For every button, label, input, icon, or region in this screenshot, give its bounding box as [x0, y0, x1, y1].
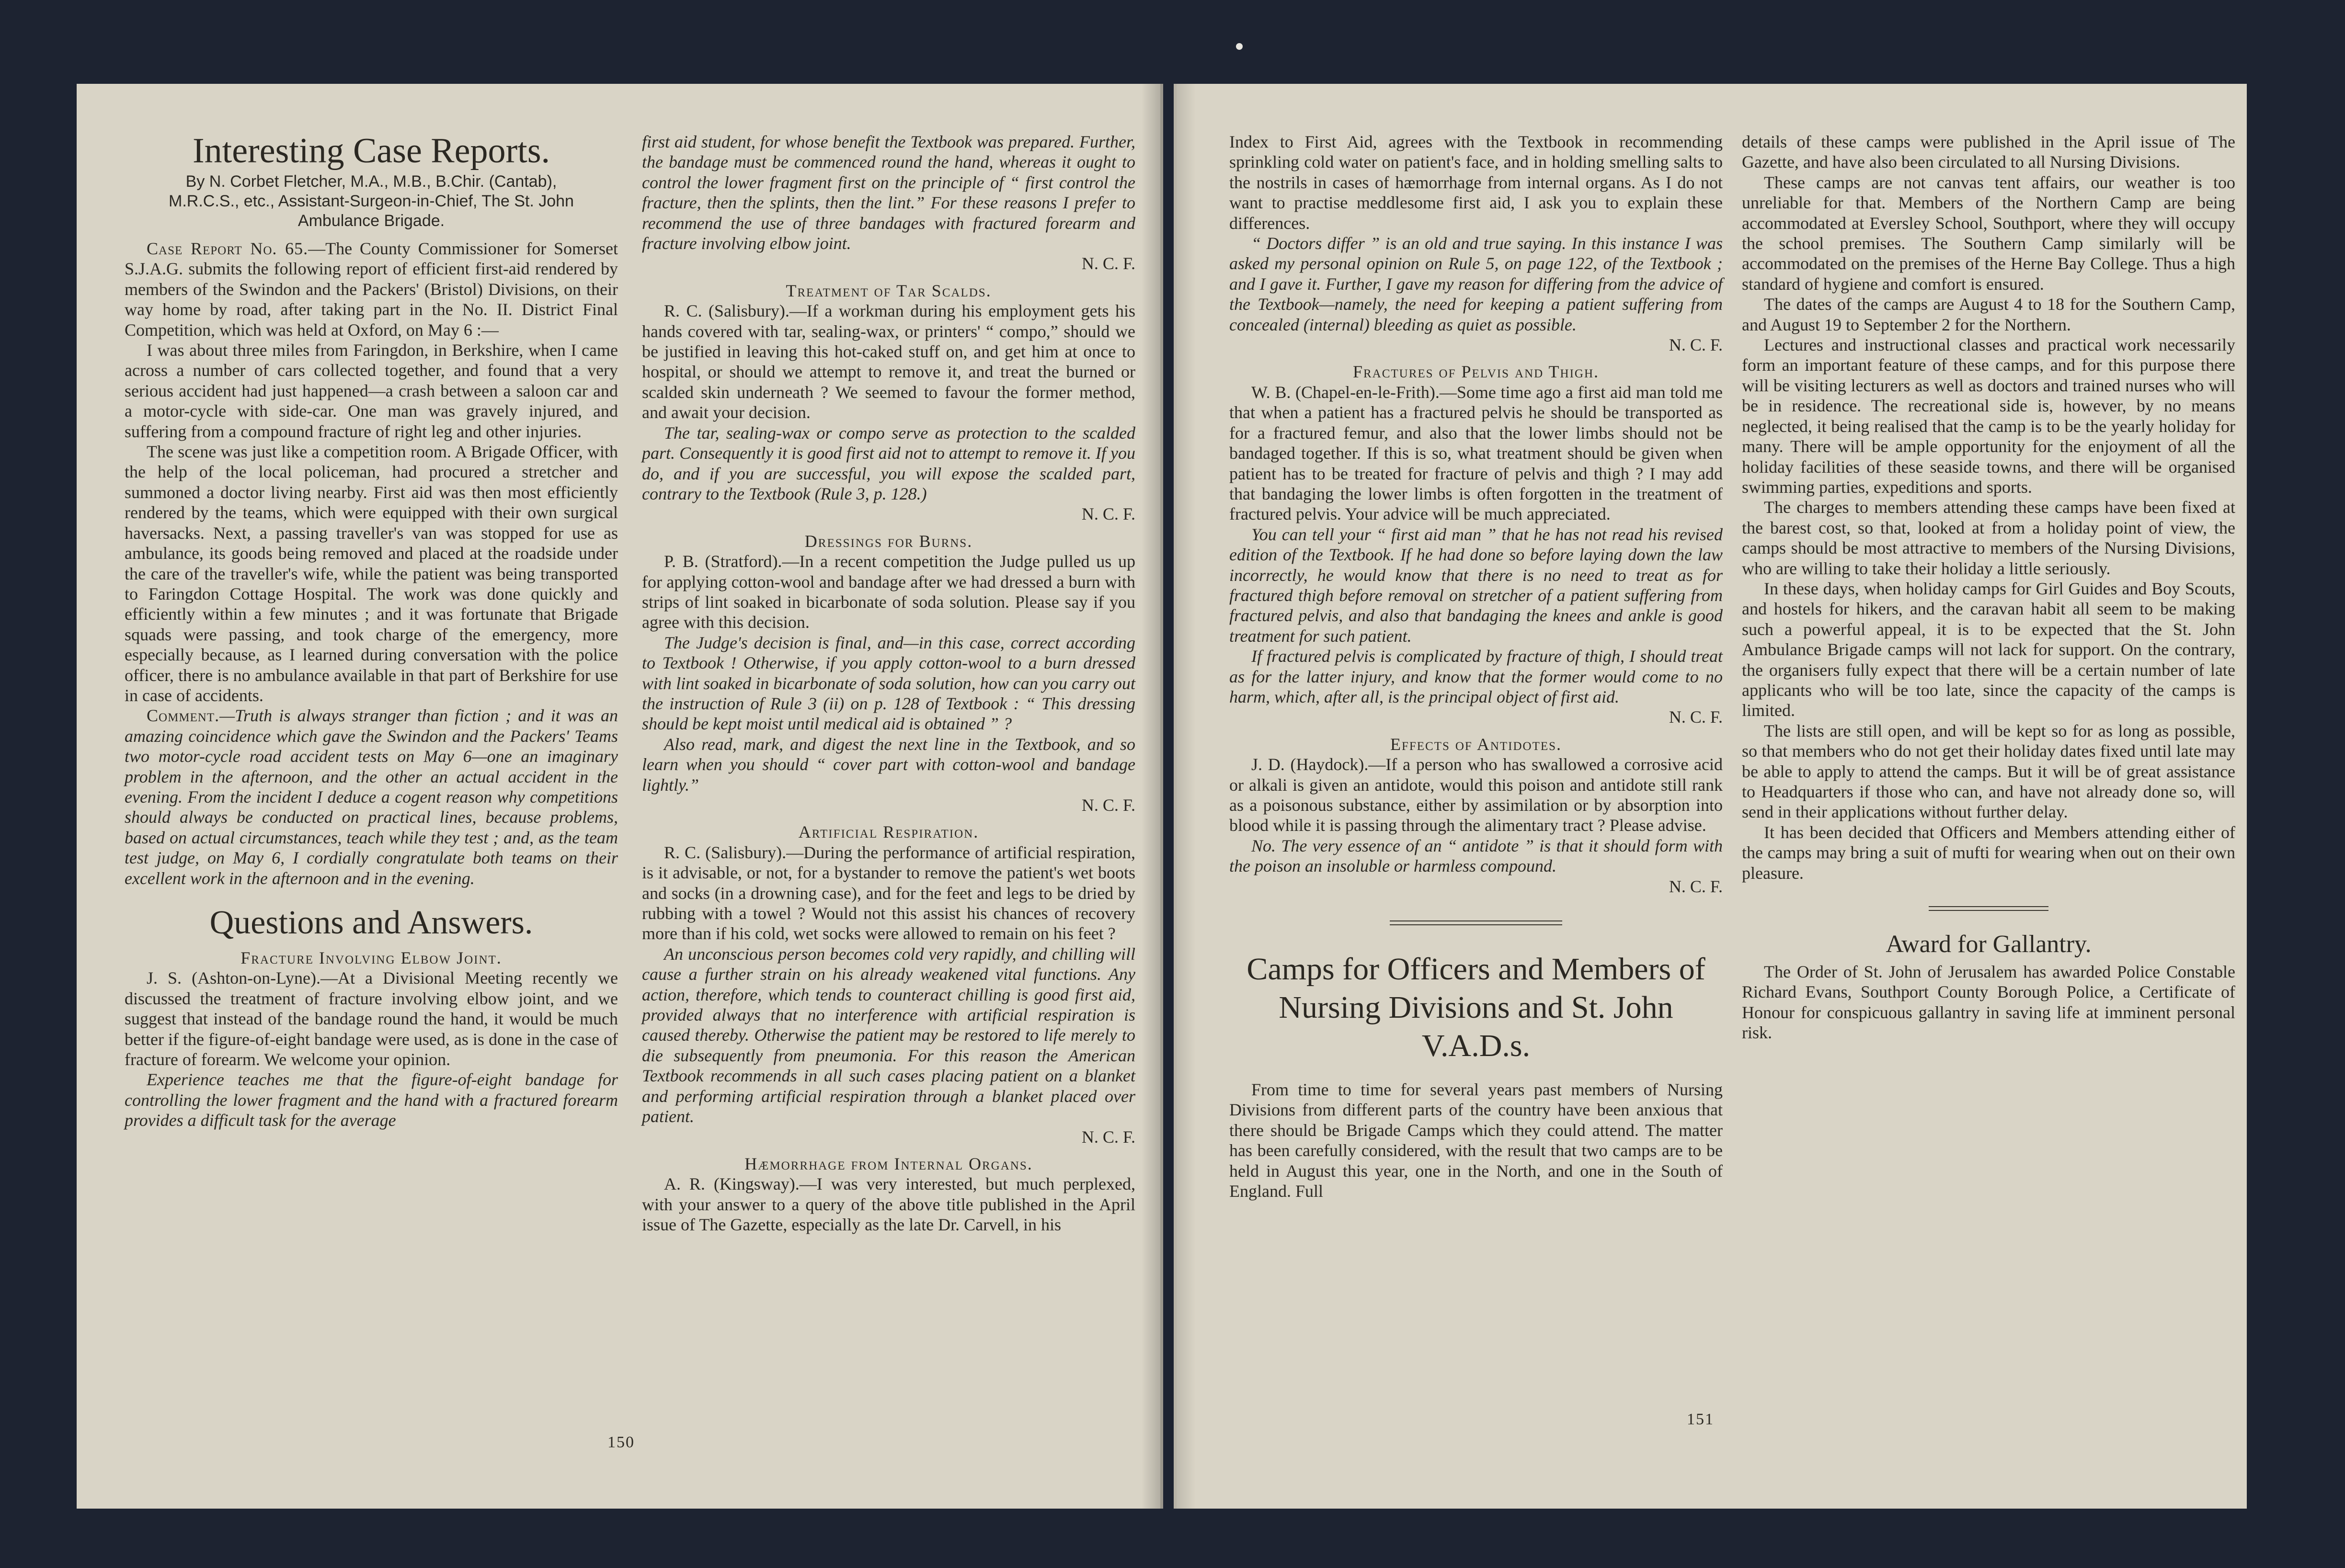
- comment: Comment.—Truth is always stranger than fiction ; and it was an amazing coincidence which gave the Swindon and the Packers' Teams two motor-cycle road accident tests on May 6—one an imaginary problem in the afternoon, and the other an actual accident in the evening. From the incident I deduce a cogent reason why competitions should always be conducted on practical lines, because problems, based on actual circumstances, teach while they test ; and, as the team test judge, on May 6, I cordially congratulate both teams on their excellent work in the afternoon and in the evening.: [125, 706, 618, 888]
- question-heading: Treatment of Tar Scalds.: [786, 281, 992, 300]
- question: R. C. (Salisbury).—During the performance of artificial respiration, is it advisable, or not, for a bystander to remove the patient's wet boots and socks (in a drowning case), and for the feet and legs to be dried by rubbing with a towel ? Would not this assist his chances of recovery more than if his cold, wet socks were allowed to remain on his feet ?: [642, 842, 1135, 943]
- answer: No. The very essence of an “ antidote ” is that it should form with the poison an insoluble or harmless compound.: [1229, 836, 1723, 876]
- question: A. R. (Kingsway).—I was very interested, but much perplexed, with your answer to a query of the above title published in the April issue of The Gazette, especially as the late Dr. Carvell, in his: [642, 1174, 1135, 1235]
- answer: The Judge's decision is final, and—in this case, correct according to Textbook ! Otherwise, if you apply cotton-wool to a burn dressed with lint soaked in bicarbonate of soda solution, how can you carry out the instruction of Rule 3 (ii) on p. 128 of Textbook : “ This dressing should be kept moist until medical aid is obtained ” ?: [642, 633, 1135, 734]
- paragraph: From time to time for several years past members of Nursing Divisions from different parts of the country have been anxious that there should be Brigade Camps which they could attend. The matter has been carefully considered, with the result that two camps are to be held in August this year, one in the North, and one in the South of England. Full: [1229, 1080, 1723, 1201]
- question-heading: Fracture Involving Elbow Joint.: [240, 948, 502, 967]
- paragraph: The lists are still open, and will be kept so for as long as possible, so that members who do not get their holiday dates fixed until late may be able to apply to attend the camps. But it will be of great assistance to Headquarters if those who can, and have not already done so, will send in their applications without further delay.: [1742, 721, 2235, 822]
- paragraph: The charges to members attending these camps have been fixed at the barest cost, so that, looked at from a holiday point of view, the camps should be most attractive to members of the Nursing Divisions, who are willing to take their holiday a little seriously.: [1742, 498, 2235, 578]
- signature: N. C. F.: [1081, 254, 1135, 273]
- paragraph: I was about three miles from Faringdon, in Berkshire, when I came across a number of cars collected together, and found that a very serious accident had just happened—a crash between a saloon car and a motor-cycle with side-car. One man was gravely injured, and suffering from a compound fracture of right leg and other injuries.: [125, 341, 618, 441]
- question-heading: Hæmorrhage from Internal Organs.: [744, 1154, 1033, 1173]
- question: J. D. (Haydock).—If a person who has swallowed a corrosive acid or alkali is given an antidote, would this poison and antidote still rank as a poisonous substance, either by assimilation or by absorption into blood while it is passing through the alimentary tract ? Please advise.: [1229, 755, 1723, 835]
- paragraph: details of these camps were published in the April issue of The Gazette, and have also been circulated to all Nursing Divisions.: [1742, 132, 2235, 172]
- question-heading: Fractures of Pelvis and Thigh.: [1352, 362, 1600, 382]
- gutter-shadow: [1141, 84, 1160, 1509]
- question-heading: Effects of Antidotes.: [1390, 734, 1562, 754]
- answer: Experience teaches me that the figure-of-eight bandage for controlling the lower fragment and the hand with a fractured forearm provides a difficult task for the average: [125, 1070, 618, 1130]
- paragraph: In these days, when holiday camps for Girl Guides and Boy Scouts, and hostels for hikers, and the caravan habit all seem to be making such a powerful appeal, it is to be expected that the St. John Ambulance Brigade camps will not lack for support. On the contrary, the organisers fully expect that there will be a certain number of late applicants who will be too late, since the capacity of the camps is limited.: [1742, 579, 2235, 720]
- signature: N. C. F.: [1669, 876, 1723, 896]
- answer: If fractured pelvis is complicated by fracture of thigh, I should treat as for the latter injury, and know that the former would come to no harm, which, after all, is the principal object of first aid.: [1229, 647, 1723, 706]
- right-page: [1174, 84, 2247, 1509]
- question: Index to First Aid, agrees with the Textbook in recommending sprinkling cold water on patient's face, and in holding smelling salts to the nostrils in cases of hæmorrhage from internal organs. As I do not want to practise meddlesome first aid, I ask you to explain these differences.: [1229, 132, 1723, 233]
- signature: N. C. F.: [1081, 1127, 1135, 1147]
- section-divider: [1390, 920, 1562, 925]
- article-title: Camps for Officers and Members of Nursing Divisions and St. John V.A.D.s.: [1247, 952, 1705, 1064]
- answer: An unconscious person becomes cold very rapidly, and chilling will cause a further strain on his already weakened vital functions. Any action, therefore, which tends to counteract chilling is good first aid, provided always that no interference with artificial respiration is caused thereby. Otherwise the patient may be restored to life merely to die subsequently from pneumonia. For this reason the American Textbook recommends in all such cases placing patient on a blanket and performing artificial respiration through a blanket placed over patient.: [642, 944, 1135, 1126]
- gutter-shadow: [1177, 84, 1196, 1509]
- right-column-2: [1742, 132, 2235, 1043]
- paragraph: The dates of the camps are August 4 to 18 for the Southern Camp, and August 19 to September 2 for the Northern.: [1742, 295, 2235, 334]
- paragraph: Lectures and instructional classes and practical work necessarily form an important feature of these camps, and for this purpose there will be visiting lecturers as well as doctors and trained nurses who will be in residence. The recreational side is, however, by no means neglected, it being realised that the camp is to be the yearly holiday for many. There will be ample opportunity for the enjoyment of all the holiday facilities of these seaside towns, and there will be organised swimming parties, expeditions and sports.: [1742, 335, 2235, 497]
- left-column-2: [642, 132, 1135, 1235]
- byline: M.R.C.S., etc., Assistant-Surgeon-in-Chief, The St. John: [169, 192, 574, 210]
- signature: N. C. F.: [1081, 504, 1135, 524]
- paragraph: It has been decided that Officers and Members attending either of the camps may bring a suit of mufti for wearing when out on their own pleasure.: [1742, 822, 2235, 883]
- left-column-1: [125, 132, 618, 1131]
- right-column-1: [1229, 132, 1723, 1201]
- answer: “ Doctors differ ” is an old and true saying. In this instance I was asked my personal opinion on Rule 5, on page 122, of the Textbook ; and I gave it. Further, I gave my reason for differing from the advice of the Textbook—namely, the need for keeping a patient suffering from concealed (internal) bleeding as quiet as possible.: [1229, 234, 1723, 334]
- paragraph: The scene was just like a competition room. A Brigade Officer, with the help of the local policeman, had procured a stretcher and summoned a doctor living nearby. First aid was then most efficiently rendered by the teams, which were equipped with their own surgical haversacks. Next, a passing traveller's van was stopped for use as ambulance, its goods being removed and placed at the roadside under the care of the traveller's wife, while the patient was being transported to Faringdon Cottage Hospital. The work was done quickly and efficiently within a few minutes ; and it was fortunate that Brigade squads were passing, and took charge of the emergency, more especially because, as I learned during conversation with the police officer, there is no ambulance available in that part of Berkshire for use in case of accidents.: [125, 442, 618, 705]
- case-report: Case Report No. 65.—The County Commissioner for Somerset S.J.A.G. submits the following report of efficient first-aid rendered by members of the Swindon and the Packers' (Bristol) Divisions, on their way home by road, after taking part in the No. II. District Final Competition, which was held at Oxford, on May 6 :—: [125, 239, 618, 340]
- question: P. B. (Stratford).—In a recent competition the Judge pulled us up for applying cotton-wool and bandage after we had dressed a burn with strips of lint soaked in bicarbonate of soda solution. Please say if you agree with this decision.: [642, 552, 1135, 632]
- paragraph: These camps are not canvas tent affairs, our weather is too unreliable for that. Members of the Northern Camp are being accommodated at Eversley School, Southport, where they will occupy the school premises. The Southern Camp similarly will be accommodated on the premises of the Herne Bay College. Thus a high standard of hygiene and comfort is ensured.: [1742, 172, 2235, 294]
- byline: By N. Corbet Fletcher, M.A., M.B., B.Chir. (Cantab),: [185, 172, 557, 191]
- question-heading: Artificial Respiration.: [798, 822, 979, 842]
- section-divider: [1929, 906, 2048, 911]
- page-number: 151: [1687, 1410, 1714, 1428]
- signature: N. C. F.: [1669, 335, 1723, 355]
- section-title: Questions and Answers.: [209, 904, 533, 941]
- question: J. S. (Ashton-on-Lyne).—At a Divisional Meeting recently we discussed the treatment of fracture involving elbow joint, and we suggest that instead of the bandage round the hand, it would be much better if the figure-of-eight bandage were used, as is done in the case of fracture of forearm. We welcome your opinion.: [125, 968, 618, 1069]
- question: W. B. (Chapel-en-le-Frith).—Some time ago a first aid man told me that when a patient has a fractured pelvis he should be transported as for a fractured femur, and also that the lower limbs should not be bandaged together. If this is so, what treatment should be given when patient has to be treated for fracture of pelvis and thigh ? I may add that bandaging the lower limbs is often forgotten in the treatment of fractured pelvis. Your advice will be much appreciated.: [1229, 382, 1723, 524]
- answer: The tar, sealing-wax or compo serve as protection to the scalded part. Consequently it is good first aid not to attempt to remove it. If you do, and if you are successful, you will expose the scalded part, contrary to the Textbook (Rule 3, p. 128.): [642, 423, 1135, 503]
- signature: N. C. F.: [1081, 795, 1135, 815]
- answer: You can tell your “ first aid man ” that he has not read his revised edition of the Textbook. If he had done so before laying down the law incorrectly, he would know that there is no need to treat as for fractured thigh before removal on stretcher of a patient suffering from fractured pelvis, and also that bandaging the knees and ankle is good treatment for such patient.: [1229, 524, 1723, 646]
- question: R. C. (Salisbury).—If a workman during his employment gets his hands covered with tar, sealing-wax, or printers' “ compo,” should we be justified in leaving this hot-caked stuff on, and get him at once to hospital, or should we attempt to remove it, and treat the burned or scalded skin underneath ? We seemed to favour the former method, and await your decision.: [642, 301, 1135, 422]
- answer: Also read, mark, and digest the next line in the Textbook, and so learn when you should “ cover part with cotton-wool and bandage lightly.”: [642, 734, 1135, 795]
- signature: N. C. F.: [1669, 707, 1723, 727]
- left-page: [77, 84, 1163, 1509]
- question-heading: Dressings for Burns.: [804, 531, 973, 551]
- article-title: Award for Gallantry.: [1886, 931, 2092, 958]
- byline: Ambulance Brigade.: [297, 212, 445, 230]
- article-title: Interesting Case Reports.: [193, 131, 550, 170]
- paragraph: The Order of St. John of Jerusalem has awarded Police Constable Richard Evans, Southport County Borough Police, a Certificate of Honour for conspicuous gallantry in saving life at imminent personal risk.: [1742, 962, 2235, 1043]
- page-number: 150: [607, 1433, 635, 1451]
- scan-dust-speck: [1236, 43, 1243, 50]
- answer: first aid student, for whose benefit the Textbook was prepared. Further, the bandage must be commenced round the hand, whereas it ought to control the lower fragment first on the principle of “ first control the fracture, then the splints, then the lint.” For these reasons I prefer to recommend the use of three bandages with fractured forearm and fracture involving elbow joint.: [642, 132, 1135, 253]
